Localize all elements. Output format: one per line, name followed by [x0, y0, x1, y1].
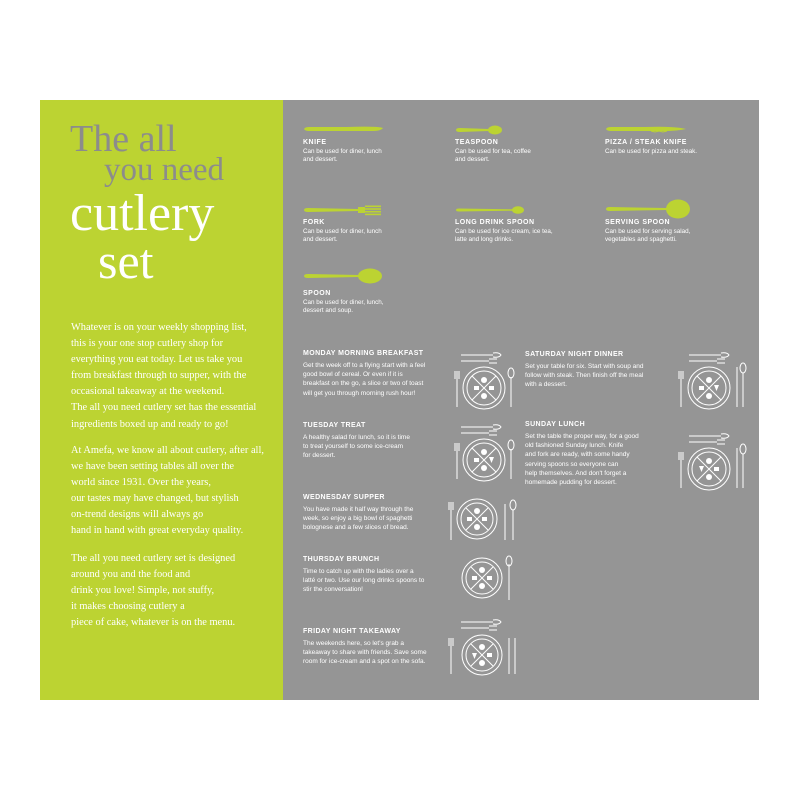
- cutlery-item-teaspoon: [455, 124, 595, 174]
- meal-title: THURSDAY BRUNCH: [303, 556, 380, 563]
- meal-friday-takeaway: [303, 628, 453, 667]
- teaspoon-icon: [455, 124, 503, 136]
- intro-paragraph: At Amefa, we know all about cutlery, after all, we have been setting tables all over the world since 1931. Over the years, our tastes may have changed, but stylish on-trend designs will always go hand in hand with great everyday quality.: [71, 445, 264, 537]
- cutlery-title: KNIFE: [303, 139, 327, 146]
- meal-title: SATURDAY NIGHT DINNER: [525, 351, 624, 358]
- meal-description: Get the week off to a flying start with a feel good bowl of cereal. Or even if it is breakfast on the go, a slice or two of toast will get you through morning rush hour!: [303, 362, 426, 397]
- cutlery-title: SPOON: [303, 290, 331, 297]
- meal-description: Set the table the proper way, for a good old fashioned Sunday lunch. Knife and fork are ready, with some handy serving spoons so everyone can help themselves. And don't forget a homemade pudding for dessert.: [525, 433, 639, 487]
- cutlery-description: Can be used for serving salad, vegetables and spaghetti.: [605, 228, 691, 244]
- meal-description: You have made it half way through the week, so enjoy a big bowl of spaghetti bolognese and a few slices of bread.: [303, 506, 414, 532]
- cutlery-item-steak-knife: [605, 124, 755, 174]
- cutlery-description: Can be used for diner, lunch and dessert.: [303, 148, 382, 164]
- intro-paragraph: The all you need cutlery set is designed around you and the food and drink you love! Simple, not stuffy, it makes choosing cutlery a piece of cake, whatever is on the menu.: [71, 553, 236, 629]
- intro-paragraph: Whatever is on your weekly shopping list, this is your one stop cutlery shop for everything you eat today. Let us take you from breakfast through to supper, with the occasional takeaway at the weekend. The all you need cutlery set has the essential ingredients boxed up and ready to go!: [71, 322, 257, 430]
- meal-title: MONDAY MORNING BREAKFAST: [303, 350, 424, 357]
- meal-title: SUNDAY LUNCH: [525, 421, 586, 428]
- long-drink-spoon-icon: [455, 204, 525, 216]
- serving-spoon-icon: [605, 198, 691, 220]
- takeaway-place-setting-icon: [447, 616, 519, 678]
- cutlery-description: Can be used for ice cream, ice tea, latte and long drinks.: [455, 228, 553, 244]
- details-column: [283, 100, 759, 700]
- meal-saturday-dinner: [525, 351, 675, 390]
- dinner-place-setting-icon: [677, 349, 747, 413]
- meal-description: The weekends here, so let's grab a takeaway to share with friends. Save some room for ice-cream and a spot on the sofa.: [303, 640, 427, 666]
- title-line-3: cutlery: [70, 185, 215, 242]
- cutlery-item-knife: [303, 124, 443, 174]
- cutlery-title: LONG DRINK SPOON: [455, 219, 535, 226]
- meal-title: WEDNESDAY SUPPER: [303, 494, 385, 501]
- meal-description: Set your table for six. Start with soup and follow with steak. Then finish off the meal with a dessert.: [525, 363, 644, 389]
- meal-sunday-lunch: [525, 421, 675, 487]
- cutlery-item-spoon: [303, 268, 443, 320]
- cutlery-item-long-drink-spoon: [455, 204, 605, 254]
- brunch-place-setting-icon: [453, 552, 519, 606]
- cutlery-item-fork: [303, 204, 443, 254]
- meal-description: A healthy salad for lunch, so it is time to treat yourself to some ice-cream for dessert.: [303, 434, 410, 460]
- cutlery-description: Can be used for diner, lunch and dessert.: [303, 228, 382, 244]
- meal-title: FRIDAY NIGHT TAKEAWAY: [303, 628, 401, 635]
- steak-knife-icon: [605, 124, 687, 134]
- meal-title: TUESDAY TREAT: [303, 422, 366, 429]
- title-line-2: you need: [104, 152, 225, 188]
- meal-wednesday-supper: [303, 494, 453, 533]
- intro-column: [40, 100, 283, 700]
- cutlery-title: FORK: [303, 219, 325, 226]
- title-line-1: The all: [70, 118, 177, 160]
- breakfast-place-setting-icon: [453, 349, 519, 413]
- sunday-lunch-place-setting-icon: [677, 430, 747, 494]
- meal-monday-breakfast: [303, 350, 453, 398]
- cutlery-title: PIZZA / STEAK KNIFE: [605, 139, 687, 146]
- cutlery-description: Can be used for diner, lunch, dessert and soup.: [303, 299, 384, 315]
- cutlery-description: Can be used for tea, coffee and dessert.: [455, 148, 531, 164]
- cutlery-title: TEASPOON: [455, 139, 499, 146]
- title-line-4: set: [98, 233, 154, 289]
- brochure-panel: [40, 100, 759, 700]
- meal-tuesday-treat: [303, 422, 453, 461]
- spoon-icon: [303, 268, 383, 284]
- knife-icon: [303, 124, 385, 134]
- cutlery-title: SERVING SPOON: [605, 219, 671, 226]
- lunch-place-setting-icon: [453, 421, 519, 485]
- meal-thursday-brunch: [303, 556, 453, 595]
- cutlery-description: Can be used for pizza and steak.: [605, 148, 698, 155]
- supper-place-setting-icon: [447, 494, 519, 544]
- fork-icon: [303, 204, 383, 216]
- cutlery-item-serving-spoon: [605, 198, 755, 254]
- meal-description: Time to catch up with the ladies over a latté or two. Use our long drinks spoons to stir the conversation!: [303, 568, 425, 594]
